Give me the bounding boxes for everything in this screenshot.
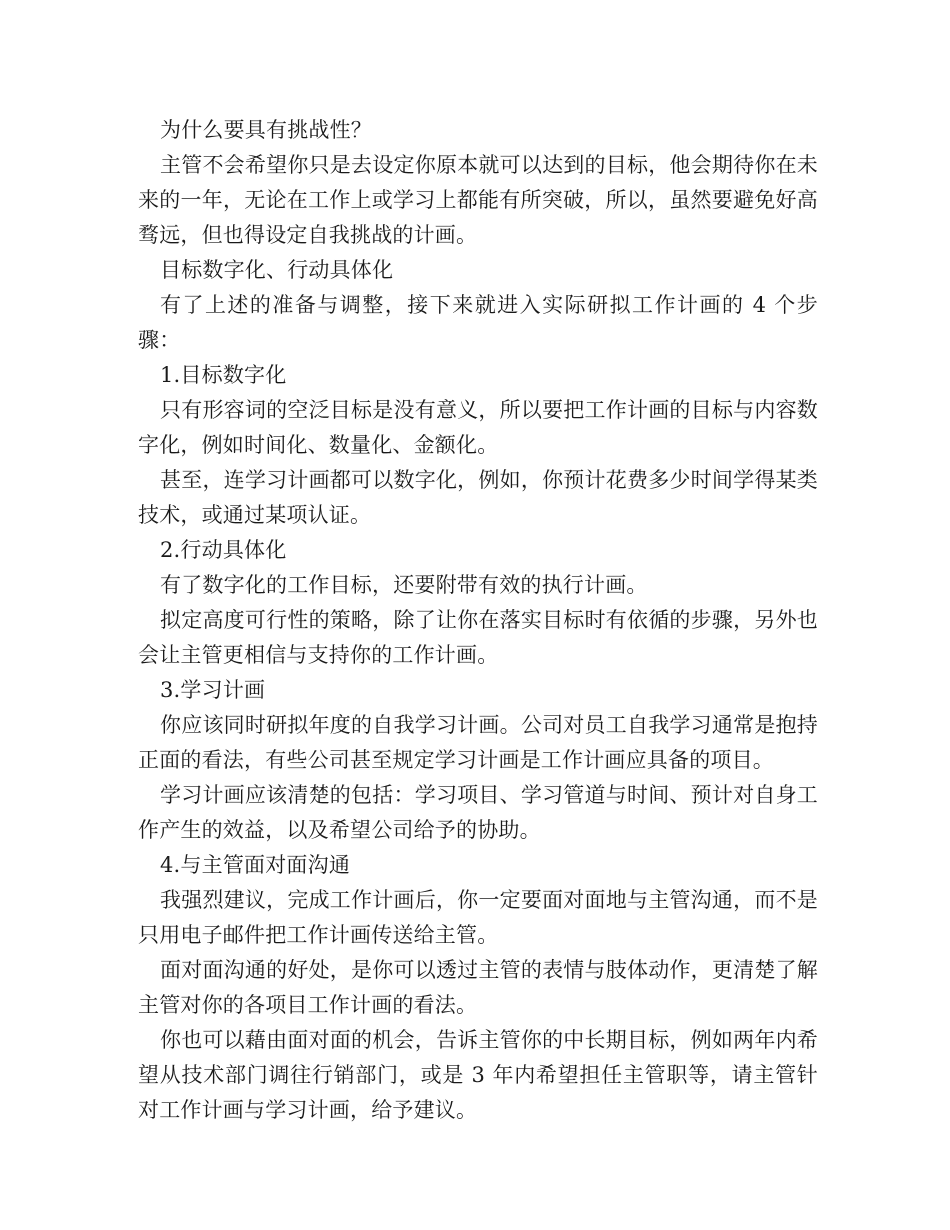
paragraph: 有了上述的准备与调整，接下来就进入实际研拟工作计画的 4 个步骤： bbox=[138, 293, 818, 352]
paragraph: 主管不会希望你只是去设定你原本就可以达到的目标，他会期待你在未来的一年，无论在工作上或学习上都能有所突破，所以，虽然要避免好高骛远，但也得设定自我挑战的计画。 bbox=[138, 153, 818, 247]
paragraph: 有了数字化的工作目标，还要附带有效的执行计画。 bbox=[160, 573, 648, 597]
paragraph: 只有形容词的空泛目标是没有意义，所以要把工作计画的目标与内容数字化，例如时间化、数量化、金额化。 bbox=[138, 398, 818, 457]
step-heading-3: 3.学习计画 bbox=[160, 678, 266, 702]
paragraph: 我强烈建议，完成工作计画后，你一定要面对面地与主管沟通，而不是只用电子邮件把工作计画传送给主管。 bbox=[138, 888, 818, 947]
paragraph: 你应该同时研拟年度的自我学习计画。公司对员工自我学习通常是抱持正面的看法，有些公司甚至规定学习计画是工作计画应具备的项目。 bbox=[138, 713, 818, 772]
heading-why-challenging: 为什么要具有挑战性？ bbox=[160, 118, 372, 142]
paragraph: 你也可以藉由面对面的机会，告诉主管你的中长期目标，例如两年内希望从技术部门调往行销部门，或是 3 年内希望担任主管职等，请主管针对工作计画与学习计画，给予建议。 bbox=[138, 1028, 818, 1122]
paragraph: 拟定高度可行性的策略，除了让你在落实目标时有依循的步骤，另外也会让主管更相信与支持你的工作计画。 bbox=[138, 608, 818, 667]
step-heading-4: 4.与主管面对面沟通 bbox=[160, 853, 351, 877]
paragraph: 面对面沟通的好处，是你可以透过主管的表情与肢体动作，更清楚了解主管对你的各项目工作计画的看法。 bbox=[138, 958, 818, 1017]
heading-goals-actions: 目标数字化、行动具体化 bbox=[160, 258, 394, 282]
document-body bbox=[138, 113, 818, 1128]
step-heading-1: 1.目标数字化 bbox=[160, 363, 287, 387]
step-heading-2: 2.行动具体化 bbox=[160, 538, 287, 562]
paragraph: 学习计画应该清楚的包括：学习项目、学习管道与时间、预计对自身工作产生的效益，以及希望公司给予的协助。 bbox=[138, 783, 818, 842]
paragraph: 甚至，连学习计画都可以数字化，例如，你预计花费多少时间学得某类技术，或通过某项认证。 bbox=[138, 468, 818, 527]
